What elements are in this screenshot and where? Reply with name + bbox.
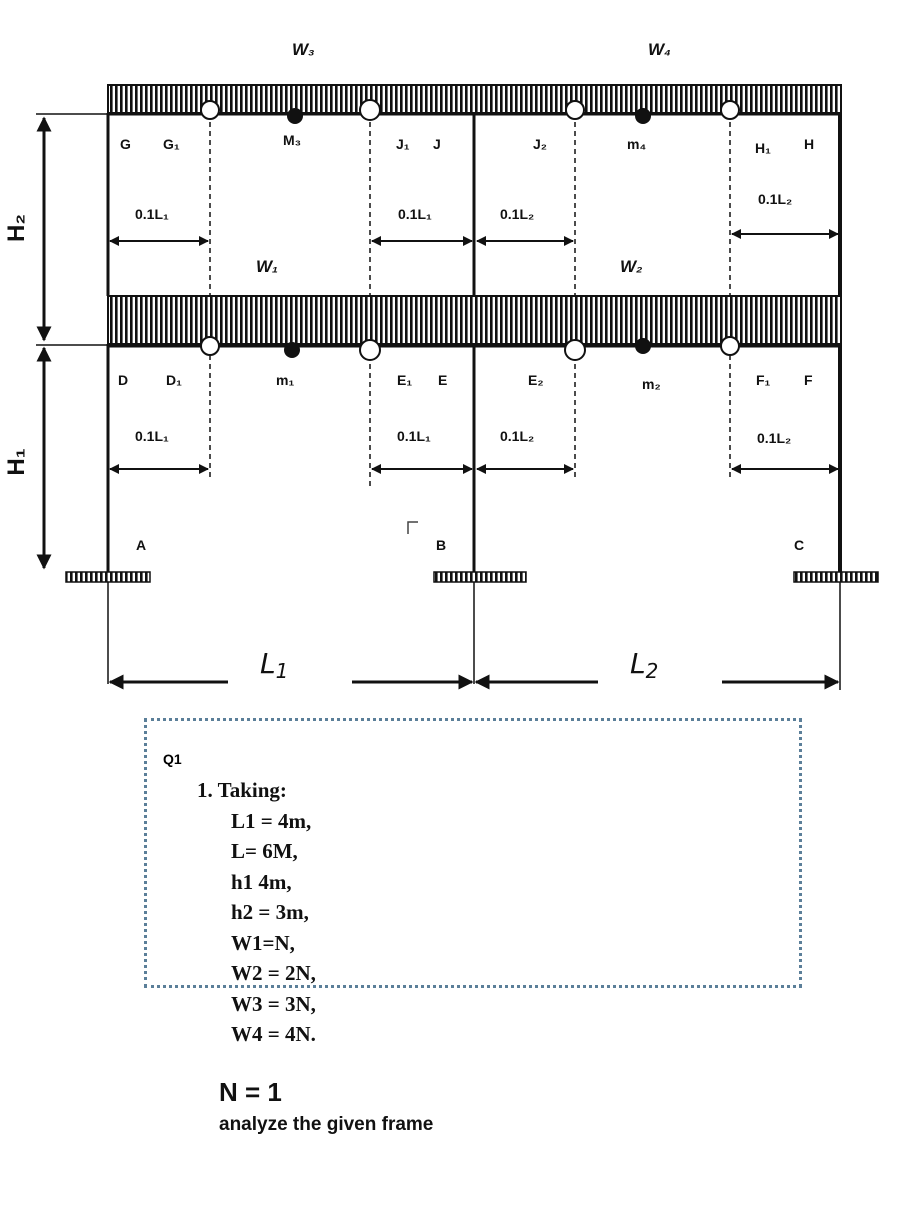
value-h1: h1 4m, [231,869,292,894]
point-j2-label: J₂ [533,136,548,152]
question-item: 1. Taking: [197,778,287,802]
point-m2-label: m₂ [642,376,661,392]
value-w4: W4 = 4N. [231,1022,316,1046]
question-body [197,775,316,1050]
dim-bottom-mid-right-label: 0.1L₂ [500,428,535,444]
value-l: L= 6M, [231,839,298,863]
load-w1-label: W₁ [256,257,279,276]
support-c [794,572,878,582]
point-j1-label: J₁ [396,136,410,152]
dim-top-left-label: 0.1L₁ [135,206,169,222]
dim-top-mid-right-label: 0.1L₂ [500,206,535,222]
point-m3-label: M₃ [283,132,302,148]
instruction-text: analyze the given frame [219,1114,434,1135]
dim-bottom-right-label: 0.1L₂ [757,430,792,446]
point-h1-label: H₁ [755,140,771,156]
point-g-label: G [120,136,131,152]
dim-bottom-left-label: 0.1L₁ [135,428,169,444]
point-f1-label: F₁ [756,372,771,388]
corner-mark [408,522,418,534]
point-e-label: E [438,372,448,388]
point-e2-label: E₂ [528,372,544,388]
point-m4-label: m₄ [627,136,647,152]
load-w4-label: W₄ [648,40,671,59]
point-d-label: D [118,372,129,388]
point-f-label: F [804,372,813,388]
height-dimension-lines [36,114,108,568]
load-w3-label: W₃ [292,40,315,59]
question-id: Q1 [163,751,182,767]
point-e1-label: E₁ [397,372,413,388]
support-b-label: B [436,537,447,553]
support-b [434,572,526,582]
point-h-label: H [804,136,815,152]
value-w3: W3 = 3N, [231,991,316,1016]
value-w2: W2 = 2N, [231,961,316,985]
span-l2-label: L2 [630,647,659,683]
dim-bottom-mid-left-label: 0.1L₁ [397,428,431,444]
support-c-label: C [794,537,805,553]
span-extension-lines [108,582,840,690]
n-value: N = 1 [219,1077,282,1107]
point-g1-label: G₁ [163,136,180,152]
question-box [144,718,802,1135]
support-a [66,572,150,582]
support-a-label: A [136,537,147,553]
dim-top-mid-left-label: 0.1L₁ [398,206,432,222]
point-d1-label: D₁ [166,372,182,388]
point-m1-label: m₁ [276,372,295,388]
height-h1-label: H₁ [3,448,30,476]
point-j-label: J [433,136,441,152]
dim-top-right-label: 0.1L₂ [758,191,793,207]
value-w1: W1=N, [231,930,295,955]
value-h2: h2 = 3m, [231,900,309,924]
span-l1-label: L1 [260,647,289,683]
load-w2-label: W₂ [620,257,643,276]
height-h2-label: H₂ [3,214,30,242]
value-l1: L1 = 4m, [231,808,312,833]
